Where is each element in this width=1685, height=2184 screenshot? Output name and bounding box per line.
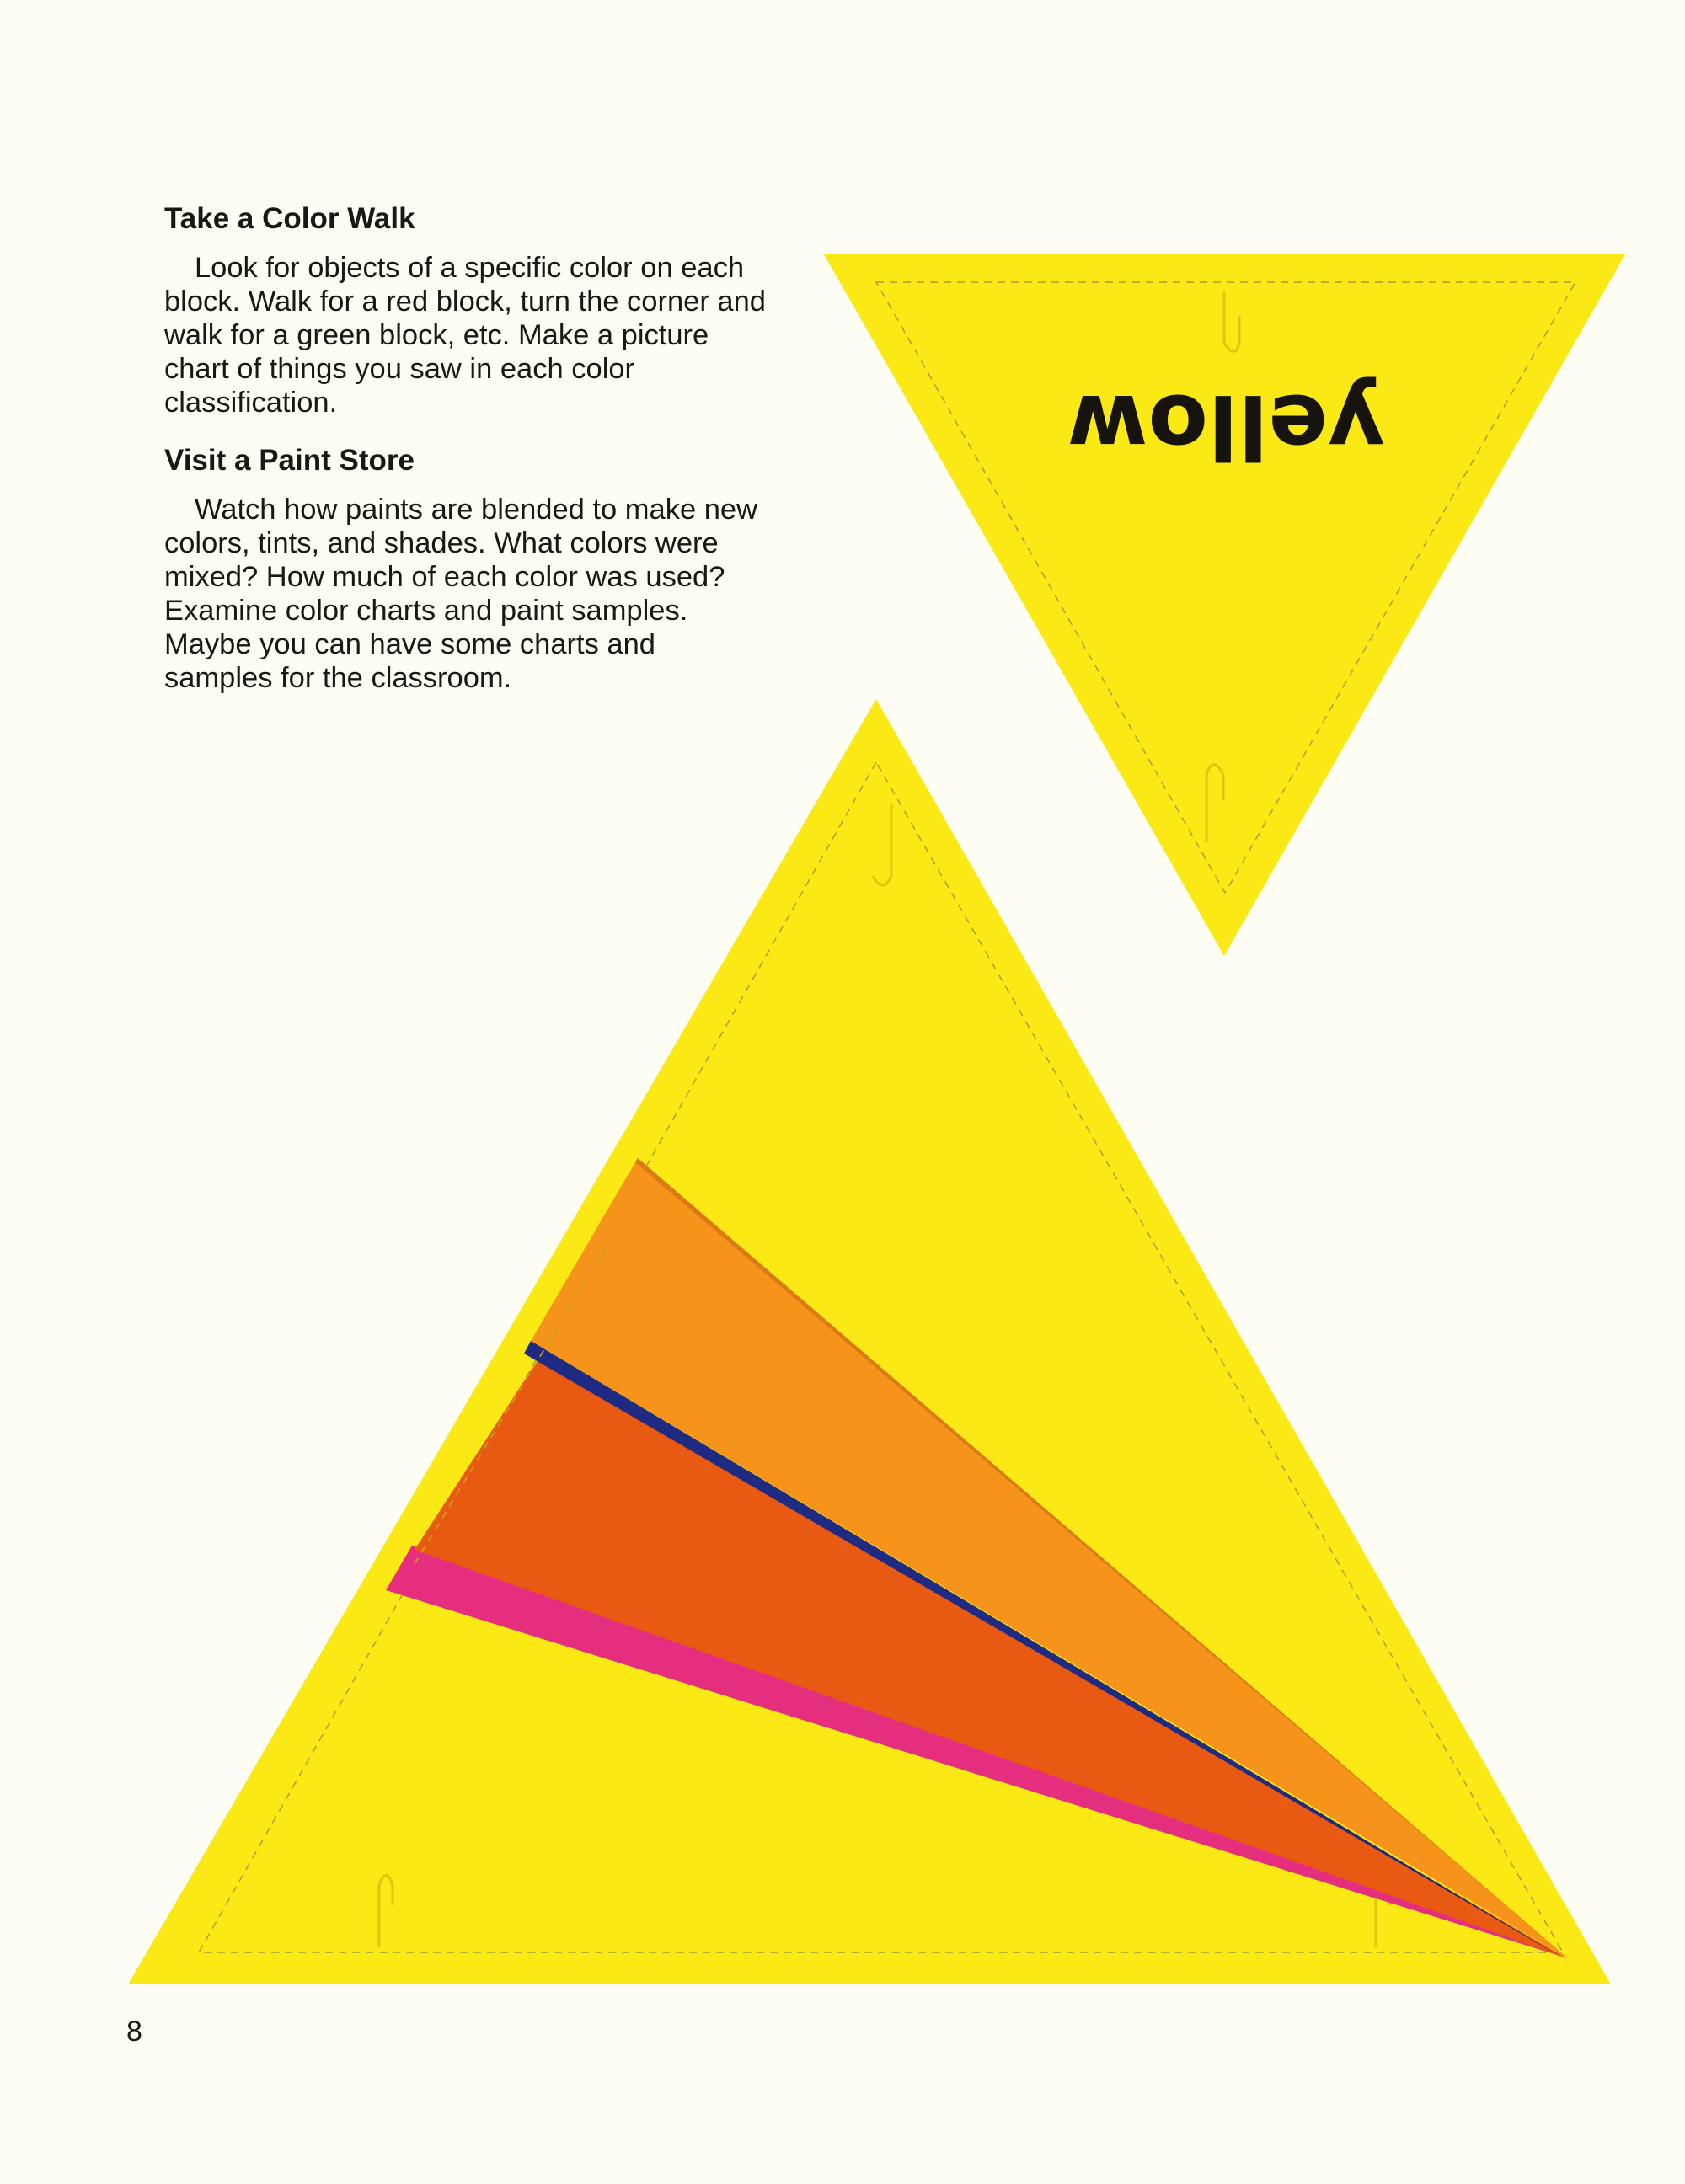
section-body: Watch how paints are blended to make new colors, tints, and shades. What colors were mixed? How much of each color was used? Examine color charts and paint samples. Maybe you can have some charts and samples for the classroom.	[164, 494, 758, 694]
section-heading: Visit a Paint Store	[164, 444, 415, 477]
yellow-label: yellow	[1067, 375, 1385, 478]
section-heading: Take a Color Walk	[164, 202, 415, 235]
section-visit-a-paint-store	[164, 444, 771, 695]
section-body: Look for objects of a specific color on each block. Walk for a red block, turn the corner and walk for a green block, etc. Make a picture chart of things you saw in each color classification.	[164, 252, 766, 419]
section-take-a-color-walk	[164, 202, 771, 419]
lower-yellow-triangle	[128, 699, 1611, 1984]
page-number: 8	[126, 2016, 142, 2048]
